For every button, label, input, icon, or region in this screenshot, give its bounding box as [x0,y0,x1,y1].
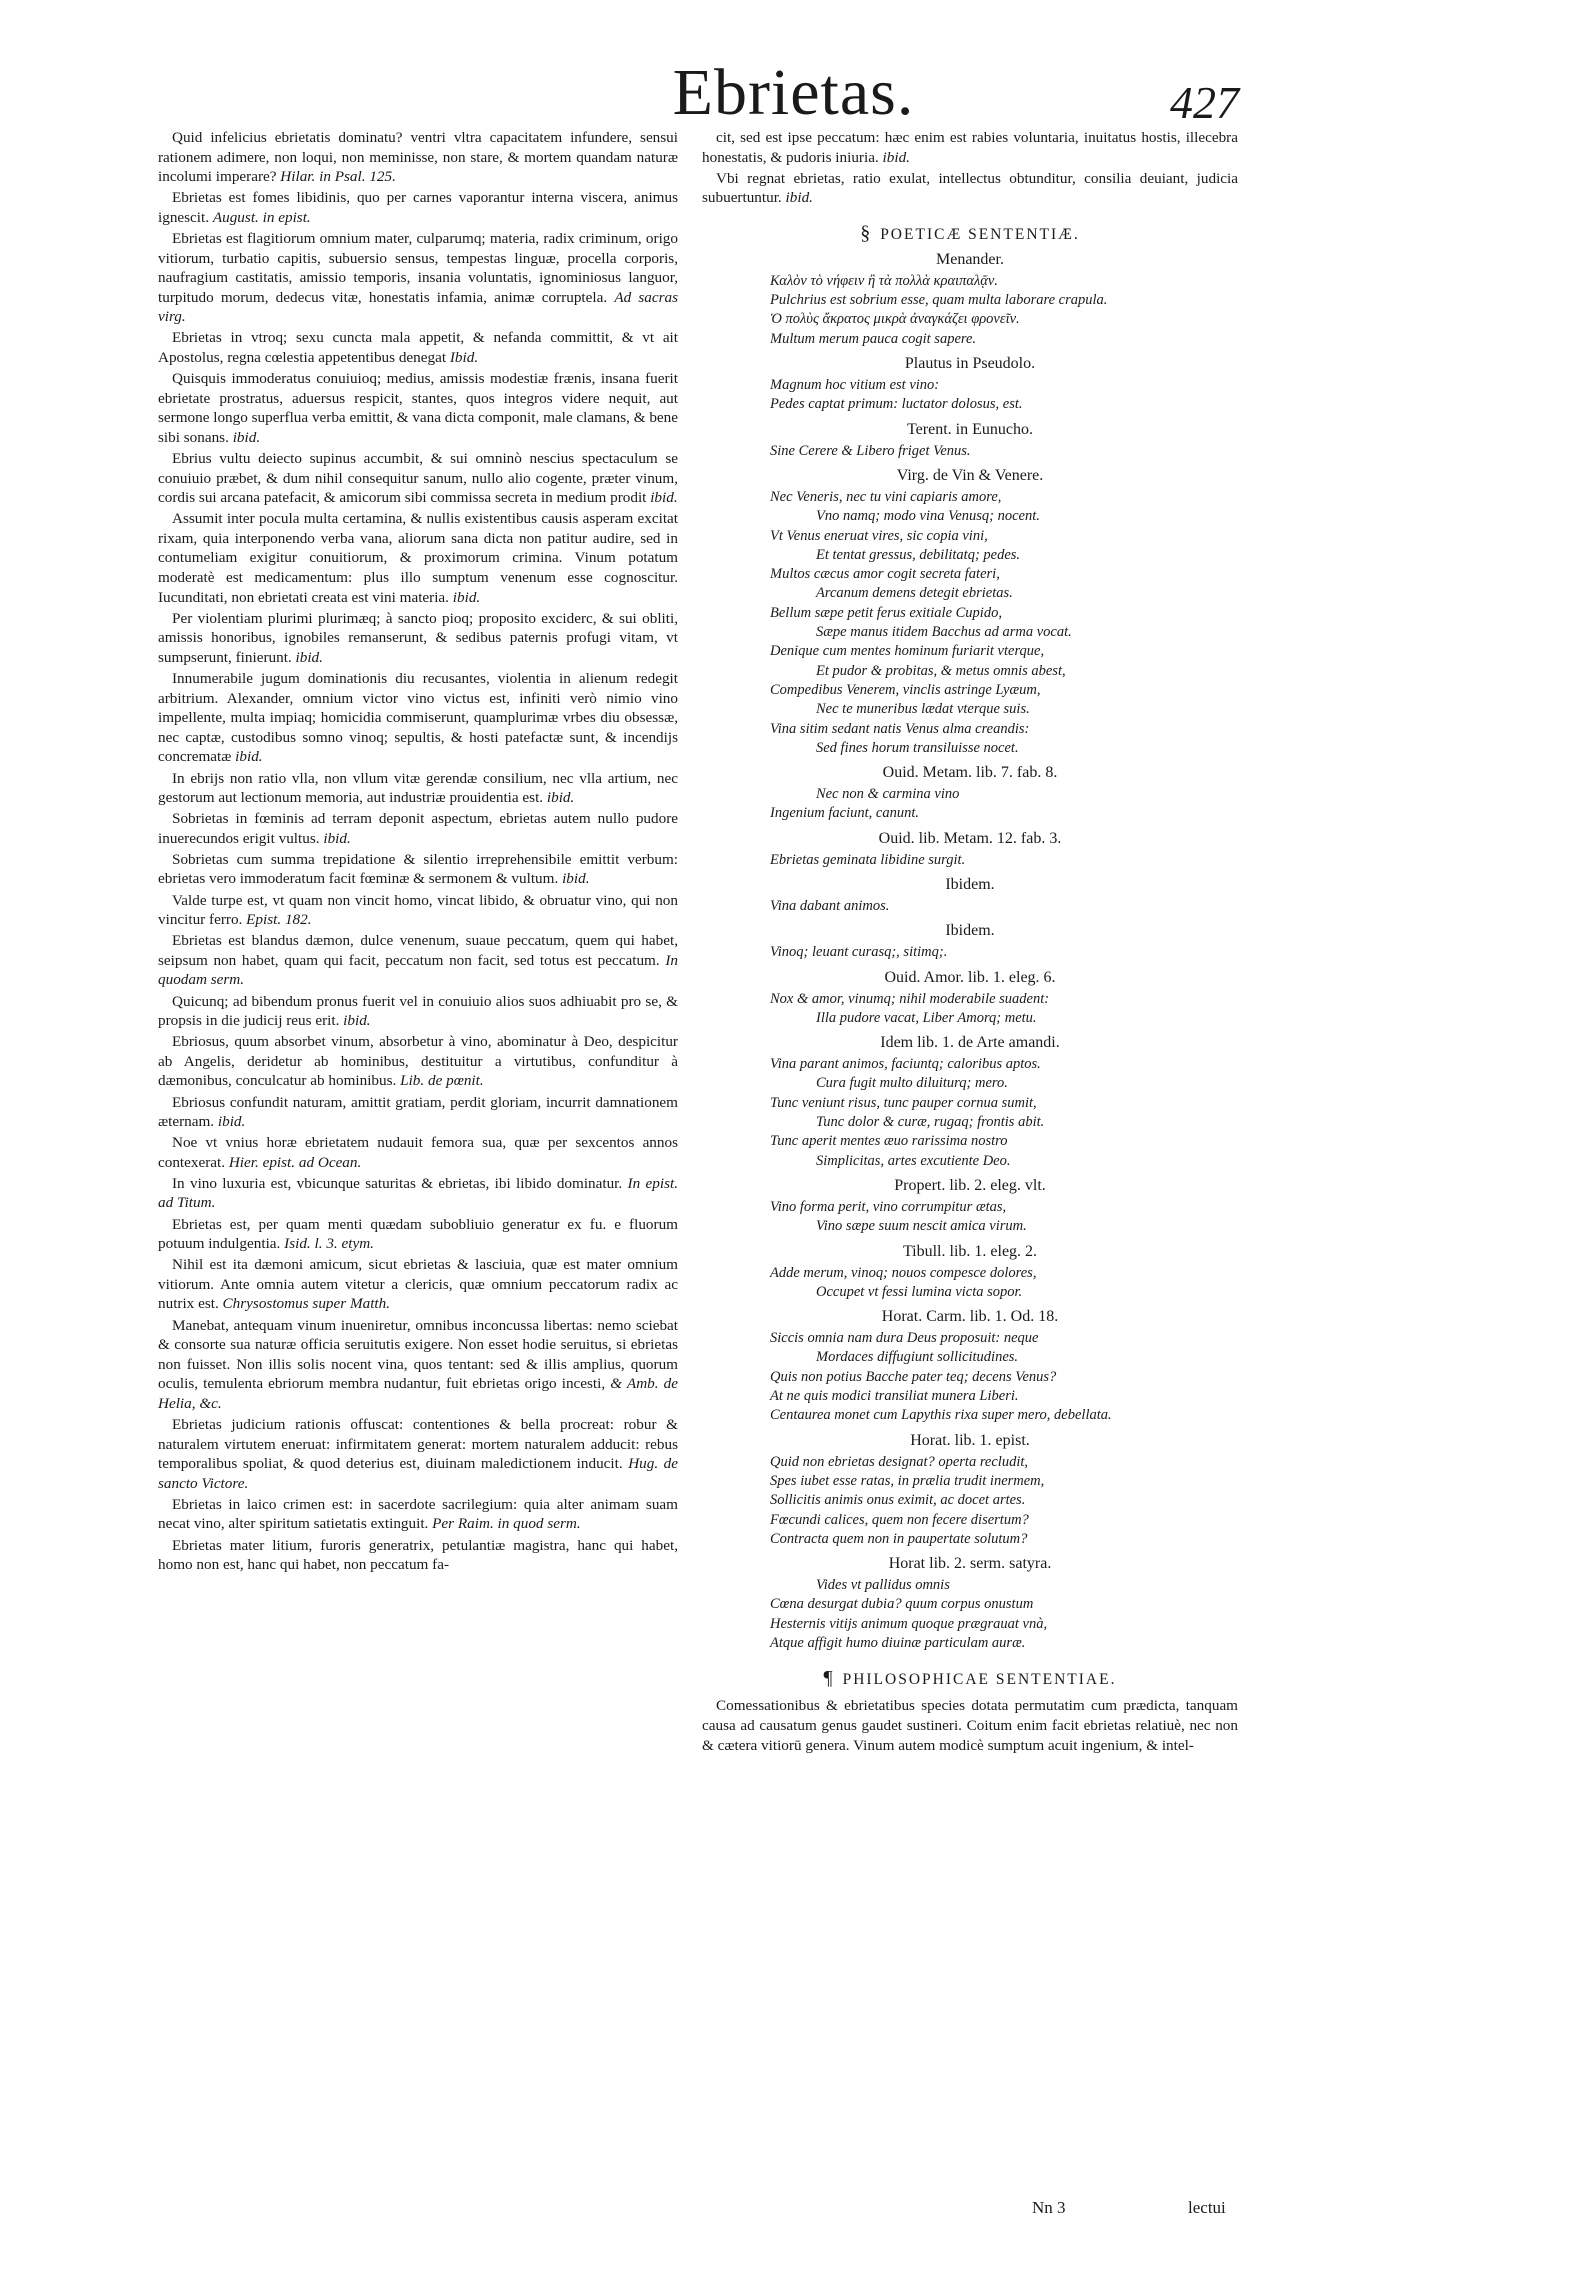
poem-block [702,466,1238,758]
quotation-text: Ebrietas est fomes libidinis, quo per carnes vaporantur interna viscera, animus ignescit. [158,189,678,226]
verse-line: Vides vt pallidus omnis [816,1577,950,1594]
poem-block [702,1431,1238,1549]
poet-attribution: Propert. lib. 2. eleg. vlt. [894,1176,1046,1194]
verse-line: Spes iubet esse ratas, in prælia trudit inermem, [770,1472,1045,1489]
verse-line: Magnum hoc vitium est vino: [770,377,940,394]
verse-line: Atque affigit humo diuinæ particulam auræ. [770,1635,1026,1652]
verse-line: Nec non & carmina vino [816,786,960,803]
quotation-source: Hilar. in Psal. 125. [280,168,396,186]
quotation-entry [158,992,678,1031]
poem-block [702,763,1238,824]
quotation-text: Ebriosus, quum absorbet vinum, absorbetur à vino, abominatur à Deo, despicitur ab Angelis, deridetur ab hominibus, destituitur a virtutibus, confunditur à dæmonibus, conculcatur ab hominibus. [158,1033,678,1090]
poet-attribution: Virg. de Vin & Venere. [896,466,1044,484]
verse-line: Sollicitis animis onus eximit, ac docet artes. [770,1492,1026,1509]
quotation-entry [158,1316,678,1414]
verse-line: Simplicitas, artes excutiente Deo. [816,1152,1011,1169]
verse-line: Et pudor & probitas, & metus omnis abest, [816,662,1066,679]
poet-attribution: Menander. [936,250,1004,268]
verse-line: Quis non potius Bacche pater teq; decens Venus? [770,1368,1057,1385]
verse-line: Quid non ebrietas designat? operta recludit, [770,1453,1029,1470]
quotation-text: Quid infelicius ebrietatis dominatu? ventri vltra capacitatem infundere, sensui rationem adimere, non loqui, non meminisse, non stare, & mortem quandam naturæ incolumi imperare? [158,129,678,186]
left-column [158,128,678,1576]
quotation-source: & Amb. de Helia, &c. [158,1375,678,1412]
quotation-entry [158,669,678,767]
quotation-entry [158,1495,678,1534]
poetic-heading: § POETICÆ SENTENTIÆ. [860,221,1080,244]
verse-line: Centaurea monet cum Lapythis rixa super mero, debellata. [770,1407,1112,1424]
verse-line: Illa pudore vacat, Liber Amorq; metu. [816,1009,1037,1026]
quotation-entry [158,809,678,848]
verse-line: Occupet vt fessi lumina victa sopor. [816,1283,1023,1300]
quotation-source: ibid. [295,648,323,666]
verse-line: Adde merum, vinoq; nouos compesce dolores, [770,1264,1037,1281]
quotation-text: Innumerabile jugum dominationis diu recusantes, violentia in alienum redegit arbitrium. Alexander, omnium victor vino victus est, infiniti verò nimio vino impellente, multa impiaq; homicidia commiserunt, quamplurimæ vrbes diu obsessæ, nec captæ, custodibus somno vinoq; sepultis, & hosti patefactæ sunt, & incendijs concrematæ [158,670,678,766]
quotation-entry [158,1215,678,1254]
poet-attribution: Ibidem. [945,922,995,940]
quotation-text: In ebrijs non ratio vlla, non vllum vitæ gerendæ consilium, nec vlla artium, nec gestorum aut lectionum memoria, aut industriæ prouidentia est. [158,769,678,807]
poem-block [702,354,1238,415]
quotation-text: Noe vt vnius horæ ebrietatem nudauit femora sua, quæ per sexcentos annos contexerat. [158,1134,678,1171]
quotation-entry [158,609,678,668]
verse-line: Pedes captat primum: luctator dolosus, est. [770,396,1023,413]
quotation-text: Ebrietas est, per quam menti quædam subobliuio generatur ex fu. e fluorum potuum indulgentia. [158,1215,678,1253]
quotation-source: ibid. [882,148,910,166]
poet-attribution: Idem lib. 1. de Arte amandi. [880,1034,1060,1052]
page-title: Ebrietas. [672,56,915,129]
quotation-text: In vino luxuria est, vbicunque saturitas & ebrietas, ibi libido dominatur. [172,1174,623,1192]
quotation-entry [158,449,678,508]
verse-line: Tunc dolor & curæ, rugaq; frontis abit. [816,1114,1045,1131]
quotation-entry [158,1255,678,1314]
poem-block [702,921,1238,962]
poem-block [702,1242,1238,1303]
verse-line: Cura fugit multo diluiturq; mero. [816,1075,1008,1092]
verse-line: Nec Veneris, nec tu vini capiaris amore, [770,488,1002,505]
quotation-text: Ebrietas est blandus dæmon, dulce venenum, suaue peccatum, quem qui habet, seipsum non habet, quam qui facit, peccatum non facit, sed totus est peccatum. [158,932,678,969]
right-column [702,128,1238,1757]
quotation-entry [702,169,1238,208]
verse-line: Mordaces diffugiunt sollicitudines. [816,1349,1019,1366]
quotation-entry [158,850,678,889]
verse-line: Tunc aperit mentes æuo rarissima nostro [770,1133,1008,1150]
quotation-entry [158,229,678,327]
quotation-text: Ebrietas judicium rationis offuscat: contentiones & bella procreat: robur & naturalem virtutem eneruat: infirmitatem generat: mortem naturalem adducit: rebus temporalibus spoliat, & quod deterius est, diuinam maledictionem inducit. [158,1416,678,1473]
quotation-source: August. in epist. [212,208,311,226]
quotation-entry [158,1093,678,1132]
quotation-source: ibid. [343,1012,371,1030]
philosophic-heading: ¶ PHILOSOPHICAE SENTENTIAE. [823,1667,1117,1690]
poem-block [702,1176,1238,1237]
verse-line: Nox & amor, vinumq; nihil moderabile suadent: [770,990,1050,1007]
verse-line: Vino sæpe suum nescit amica virum. [816,1218,1027,1235]
quotation-source: In quodam serm. [158,951,678,989]
quotation-text: Ebrietas in laico crimen est: in sacerdote sacrilegium: quia alter animam suam necat vino, alter spiritum satietatis extinguit. [158,1495,678,1533]
verse-line: Hesternis vitijs animum quoque prægrauat vnà, [770,1615,1048,1632]
quotation-text: Sobrietas cum summa trepidatione & silentio irreprehensibile emittit verbum: ebrietas vero immoderatum facit fœminæ & sermonem & vultum. [158,850,678,888]
quotation-entry [702,128,1238,167]
quotation-entry [158,891,678,930]
quotation-source: ibid. [650,489,678,507]
quotation-entry [158,1032,678,1091]
poem-block [702,250,1238,349]
poem-block [702,875,1238,916]
quotation-source: Isid. l. 3. etym. [284,1235,374,1253]
verse-line: Et tentat gressus, debilitatq; pedes. [816,546,1021,563]
quotation-text: cit, sed est ipse peccatum: hæc enim est rabies voluntaria, inuitatus hostis, illecebra honestatis, & pudoris iniuria. [702,129,1238,166]
quotation-text: Ebriosus confundit naturam, amittit gratiam, perdit gloriam, incurrit damnationem æternam. [158,1093,678,1131]
poem-block [702,1554,1238,1653]
poet-attribution: Horat lib. 2. serm. satyra. [888,1555,1052,1573]
verse-line: Contracta quem non in paupertate solutum? [770,1530,1028,1547]
verse-line: Vina sitim sedant natis Venus alma creandis: [770,720,1030,737]
quotation-text: Manebat, antequam vinum inueniretur, omnibus inconcussa libertas: nemo sciebat & consorte sua naturæ officia seruitutis exigere. Non esset hodie seruitus, si ebrietas non fuisset. Non illis solis nocent vina, quos tentant: sed & illis amplius, quorum oculis, temulenta ebriorum membra nudantur, fuit ebrietas origo incesti, [158,1316,678,1393]
quotation-source: Ibid. [449,349,479,367]
verse-line: Vinoq; leuant curasq;, sitimq;. [770,944,948,961]
verse-line: Siccis omnia nam dura Deus proposuit: neque [770,1330,1039,1347]
poet-attribution: Horat. lib. 1. epist. [910,1431,1030,1449]
verse-line: Cœna desurgat dubia? quum corpus onustum [770,1596,1034,1613]
quotation-source: ibid. [785,189,813,207]
quotation-text: Assumit inter pocula multa certamina, & nullis existentibus causis asperam excitat rixam, quia interponendo verba vana, aliorum sana dicta non patitur audire, sed in contumeliam exigitur conuitiorum, & proximorum crimina. Vinum potatum moderatè est medicamentum: plus illo sumptum venenum esse cognoscitur. Iucunditati, non ebrietati creata est vini materia. [158,510,678,606]
verse-line: At ne quis modici transiliat munera Liberi. [770,1388,1019,1405]
quotation-source: ibid. [217,1113,246,1131]
quotation-entry [158,369,678,447]
quotation-entry [158,1133,678,1172]
poem-block [702,968,1238,1029]
poem-block [702,420,1238,461]
philosophic-paragraph: Comessationibus & ebrietatibus species dotata permutatim cum prædicta, tanquam causa ad causatum genus gaudet sustineri. Coitum enim facit ebrietas relatiuè, nec non & cætera vitiorū genera. Vinum autem modicè sumptum acuit ingenium, & intel- [702,1697,1238,1754]
verse-line: Multum merum pauca cogit sapere. [770,330,977,347]
quotation-source: In epist. ad Titum. [158,1174,679,1212]
verse-line: Καλὸν τὸ νήφειν ἢ τὰ πολλὰ κραιπαλᾷν. [770,272,998,289]
quotation-text: Ebrietas in vtroq; sexu cuncta mala appetit, & nefanda committit, & vt ait Apostolus, regna cœlestia appetentibus denegat [158,329,678,367]
verse-line: Sed fines horum transiluisse nocet. [816,739,1019,756]
verse-line: Vino forma perit, vino corrumpitur ætas, [770,1198,1007,1215]
quotation-source: Per Raim. in quod serm. [432,1515,581,1533]
quotation-text: Ebrius vultu deiecto supinus accumbit, & sui omninò nescius spectaculum se conuiuio præbet, & dum nihil consequitur sanum, nullo alio cogente, præter vinum, cordis sui arcana patefacit, & amicorum sibi commissa secreta in medium prodit [158,450,678,507]
quotation-source: Epist. 182. [246,911,312,929]
quotation-source: Hug. de sancto Victore. [158,1455,679,1492]
verse-line: Bellum sæpe petit ferus exitiale Cupido, [770,604,1002,621]
verse-line: Compedibus Venerem, vinclis astringe Lyæum, [770,681,1041,698]
quotation-entry [158,188,678,227]
verse-line: Ebrietas geminata libidine surgit. [770,851,966,868]
quotation-source: Lib. de pœnit. [400,1072,484,1090]
signature-mark: Nn 3 [1032,2198,1066,2217]
quotation-source: ibid. [452,588,481,606]
quotation-entry [158,1536,678,1575]
quotation-source: Ad sacras virg. [158,288,679,326]
quotation-source: ibid. [323,829,351,847]
poet-attribution: Ibidem. [945,876,995,893]
quotation-source: ibid. [546,789,575,807]
quotation-source: ibid. [562,870,590,888]
verse-line: Arcanum demens detegit ebrietas. [816,585,1013,602]
page-number: 427 [1170,77,1239,128]
quotation-entry [158,328,678,367]
verse-line: Tunc veniunt risus, tunc pauper cornua sumit, [770,1094,1037,1111]
quotation-source: Chrysostomus super Matth. [222,1295,391,1313]
poet-attribution: Ouid. Amor. lib. 1. eleg. 6. [884,968,1056,986]
poet-attribution: Tibull. lib. 1. eleg. 2. [902,1242,1038,1260]
verse-line: Fœcundi calices, quem non fecere disertum? [770,1511,1029,1528]
quotation-source: ibid. [232,428,261,446]
poet-attribution: Terent. in Eunucho. [907,420,1033,438]
verse-line: Ingenium faciunt, canunt. [770,805,920,822]
quotation-entry [158,1415,678,1493]
quotation-entry [158,769,678,808]
quotation-text: Vbi regnat ebrietas, ratio exulat, intellectus obtunditur, consilia deuiant, judicia subuertuntur. [702,169,1238,207]
quotation-source: Hier. epist. ad Ocean. [228,1153,362,1171]
verse-line: Vina dabant animos. [770,898,890,914]
verse-line: Sine Cerere & Libero friget Venus. [770,442,971,459]
quotation-text: Nihil est ita dæmoni amicum, sicut ebrietas & lasciuia, quæ est mater omnium vitiorum. Ante omnia autem vitetur a clericis, quæ omnium peccatorum radix ac nutrix est. [158,1256,678,1313]
quotation-text: Ebrietas est flagitiorum omnium mater, culparumq; materia, radix criminum, origo vitiorum, turbatio capitis, subuersio sensus, tempestas linguæ, procella corporis, naufragium castitatis, amissio temporis, insania voluntatis, ignominiosus languor, turpitudo morum, dedecus vitæ, honestatis infamia, animæ corruptela. [158,229,678,306]
quotation-text: Valde turpe est, vt quam non vincit homo, vincat libido, & obruatur vino, qui non vincitur ferro. [158,891,678,929]
quotation-text: Sobrietas in fœminis ad terram deponit aspectum, ebrietas autem nullo pudore inuerecundos erigit vultus. [158,810,678,847]
verse-line: Ὁ πολὺς ἄκρατος μικρὰ ἀναγκάζει φρονεῖν. [770,311,1020,328]
verse-line: Denique cum mentes hominum furiarit vterque, [770,643,1045,660]
quotation-text: Per violentiam plurimi plurimæq; à sancto pioq; proposito exciderc, & sui obliti, amissis honoribus, ignobiles remanserunt, & sedibus paternis profugi vitam, vt sumpserunt, finierunt. [158,609,678,666]
quotation-text: Quisquis immoderatus conuiuioq; medius, amissis modestiæ frænis, insana fuerit ebrietate prostratus, aduersus respicit, stantes, quos integros videre nequit, aut sermone longo superflua verba emittit, & vana dicta componit, male clamans, & bene sibi sonans. [158,370,679,446]
poem-block [702,1307,1238,1425]
poet-attribution: Horat. Carm. lib. 1. Od. 18. [881,1308,1059,1326]
poet-attribution: Plautus in Pseudolo. [904,355,1036,373]
verse-line: Vt Venus eneruat vires, sic copia vini, [770,527,988,544]
verse-line: Nec te muneribus lædat vterque suis. [816,701,1030,718]
poet-attribution: Ouid. lib. Metam. 12. fab. 3. [878,829,1062,847]
verse-line: Vno namq; modo vina Venusq; nocent. [816,508,1040,525]
quotation-source: ibid. [235,748,263,766]
verse-line: Multos cæcus amor cogit secreta fateri, [770,566,1000,583]
quotation-entry [158,1174,678,1213]
catchword: lectui [1188,2198,1226,2217]
poem-block [702,829,1238,870]
verse-line: Vina parant animos, faciuntq; caloribus aptos. [770,1056,1041,1073]
poem-block [702,1033,1238,1171]
quotation-text: Quicunq; ad bibendum pronus fuerit vel in conuiuio alios suos adhiuabit pro se, & propsis in die judicij reus erit. [158,992,678,1030]
quotation-text: Ebrietas mater litium, furoris generatrix, petulantiæ magistra, hanc qui habet, homo non est, hanc qui habet, non peccatum fa- [158,1536,678,1574]
quotation-entry [158,931,678,990]
poet-attribution: Ouid. Metam. lib. 7. fab. 8. [882,764,1058,782]
verse-line: Pulchrius est sobrium esse, quam multa laborare crapula. [770,292,1108,309]
quotation-entry [158,509,678,607]
quotation-entry [158,128,678,187]
verse-line: Sæpe manus itidem Bacchus ad arma vocat. [816,624,1072,641]
